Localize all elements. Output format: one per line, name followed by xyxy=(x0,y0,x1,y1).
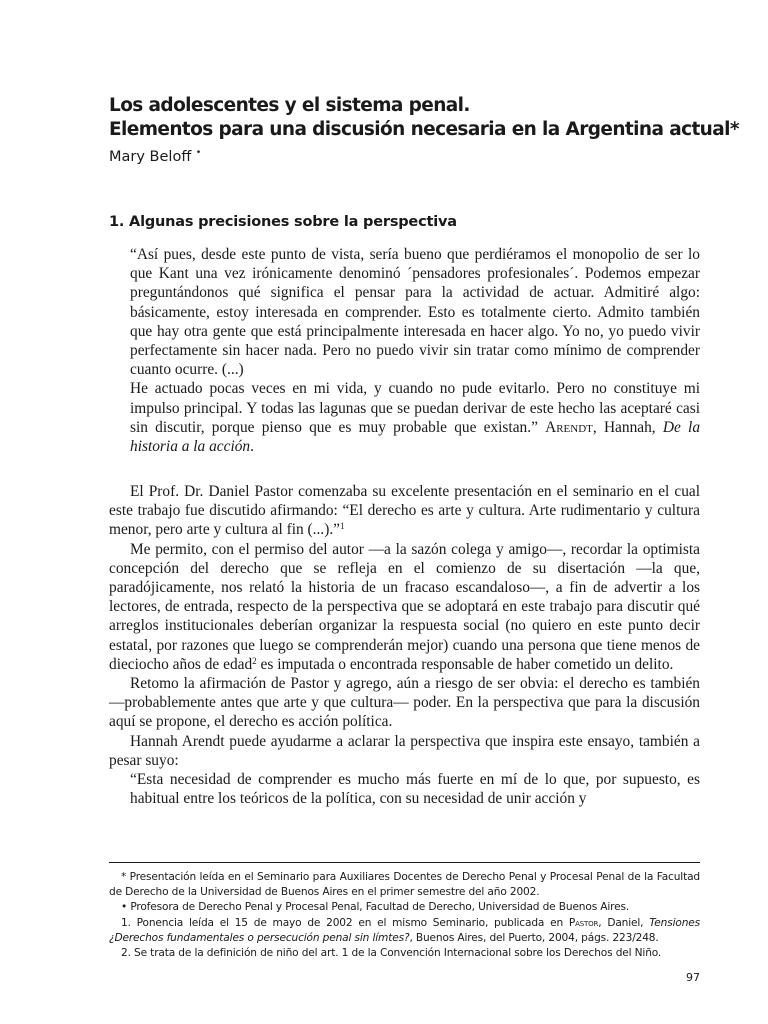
article-title-line-1: Los adolescentes y el sistema penal. xyxy=(109,95,470,116)
footnote-ref-1: 1 xyxy=(340,521,345,532)
article-title-line-2: Elementos para una discusión necesaria en la Argentina actual* xyxy=(109,119,739,140)
epigraph-paragraph-2-text: He actuado pocas veces en mi vida, y cuando no pude evitarlo. Pero no constituye mi impulso principal. Y todas las lagunas que se puedan derivar de este hecho las aceptaré casi sin discutir, porque pienso que es muy probable que existan.” xyxy=(130,380,700,436)
body-paragraph-1 xyxy=(109,482,700,540)
author-footnote-mark: • xyxy=(195,148,202,158)
epigraph-work-title: De la historia a la acción xyxy=(130,418,701,456)
author-name-text: Mary Beloff xyxy=(109,149,192,165)
footnote-1-author: Pastor xyxy=(568,916,599,929)
footnote-1-pre: 1. Ponencia leída el 15 de mayo de 2002 en el mismo Seminario, publicada en xyxy=(121,916,569,929)
body-paragraph-4: Hannah Arendt puede ayudarme a aclarar la perspectiva que inspira este ensayo, también a pesar suyo: xyxy=(109,732,700,769)
body-paragraph-2-text: Me permito, con el permiso del autor —a la sazón colega y amigo—, recordar la optimista concepción del derecho que se refleja en el comienzo de su disertación —la que, paradójicamente, nos relató la historia de un fracaso escandaloso—, a fin de advertir a los lectores, de entrada, respecto de la perspectiva que se adoptará en este trabajo para discutir qué arreglos institucionales deberían organizar la respuesta social (no quiero en este punto decir estatal, por razones que luego se comprenderán mejor) cuando una persona que tiene menos de dieciocho años de edad xyxy=(109,540,700,673)
title-block xyxy=(109,94,739,167)
footnote-ref-2: 2 xyxy=(252,655,257,666)
footnote-1-mid: , Daniel, xyxy=(598,916,650,929)
epigraph-paragraph-1: “Así pues, desde este punto de vista, sería bueno que perdiéramos el monopolio de ser lo que Kant una vez irónicamente denominó ´pensadores profesionales´. Podemos empezar preguntándonos qué significa el pensar para la actividad de actuar. Admitiré algo: básicamente, estoy interesada en comprender. Esto es totalmente cierto. Admito también que hay otra gente que está principalmente interesada en hacer algo. Yo no, yo puedo vivir perfectamente sin hacer nada. Pero no puedo vivir sin tratar como mínimo de comprender cuanto ocurre. (...) xyxy=(130,246,700,379)
footnote-2: 2. Se trata de la definición de niño del art. 1 de la Convención Internacional sobre los Derechos del Niño. xyxy=(121,947,662,960)
body-paragraph-1-text: El Prof. Dr. Daniel Pastor comenzaba su excelente presentación en el seminario en el cual este trabajo fue discutido afirmando: “El derecho es arte y cultura. Arte rudimentario y cultura menor, pero arte y cultura al fin (...).” xyxy=(109,483,700,539)
epigraph-author-rest: , Hannah, xyxy=(592,418,656,436)
epigraph-paragraph-2 xyxy=(130,379,700,456)
footnote-1 xyxy=(109,916,700,946)
footnote-1-end: , Buenos Aires, del Puerto, 2004, págs. 223/248. xyxy=(409,931,659,944)
page-number: 97 xyxy=(686,971,700,984)
body-paragraph-2 xyxy=(109,540,700,674)
body-text xyxy=(109,482,700,808)
author-name xyxy=(109,143,729,167)
footnote-divider xyxy=(109,862,700,863)
footnotes xyxy=(109,870,700,961)
footnote-bullet: • Profesora de Derecho Penal y Procesal Penal, Facultad de Derecho, Universidad de Buenos Aires. xyxy=(121,901,630,914)
epigraph-end: . xyxy=(250,438,254,456)
body-paragraph-3: Retomo la afirmación de Pastor y agrego, aún a riesgo de ser obvia: el derecho es también —probablemente antes que arte y que cultura— poder. En la perspectiva que para la discusión aquí se propone, el derecho es acción política. xyxy=(109,675,700,731)
body-quote: “Esta necesidad de comprender es mucho más fuerte en mí de lo que, por supuesto, es habitual entre los teóricos de la política, con su necesidad de unir acción y xyxy=(130,771,700,808)
epigraph-quote xyxy=(130,245,700,456)
body-paragraph-2-rest: es imputada o encontrada responsable de haber cometido un delito. xyxy=(256,655,674,673)
footnote-star: * Presentación leída en el Seminario para Auxiliares Docentes de Derecho Penal y Procesal Penal de la Facultad de Derecho de la Universidad de Buenos Aires en el primer semestre del año 2002. xyxy=(109,871,700,899)
epigraph-author: Arendt xyxy=(545,418,593,436)
footnote-1-work: Tensiones ¿Derechos fundamentales o persecución penal sin límtes? xyxy=(109,916,700,944)
section-heading: 1. Algunas precisiones sobre la perspectiva xyxy=(109,214,457,230)
